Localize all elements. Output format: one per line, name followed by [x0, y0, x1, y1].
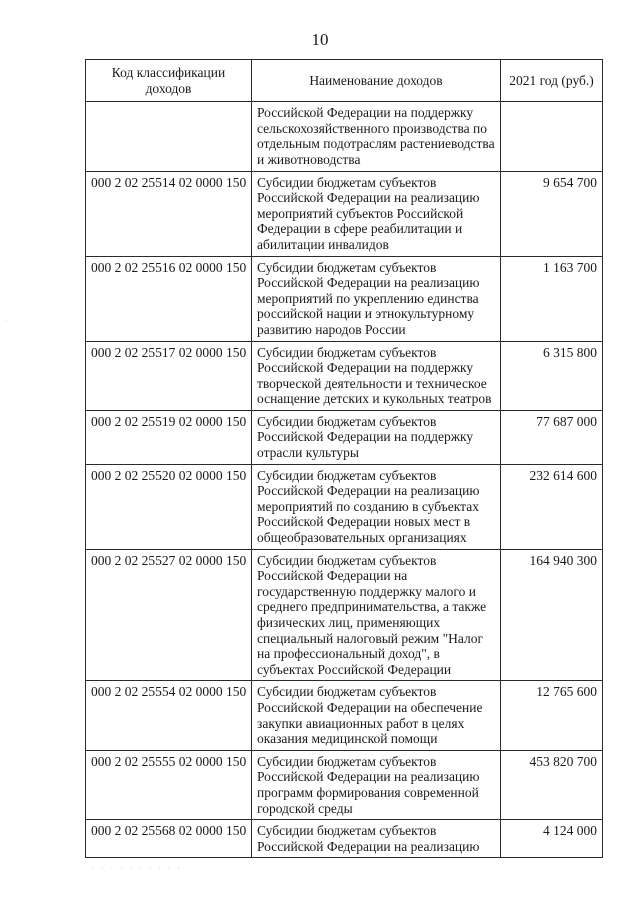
table-row [86, 750, 603, 819]
row-code: 000 2 02 25519 02 0000 150 [86, 410, 252, 464]
row-amount: 232 614 600 [501, 464, 603, 549]
page-number: 10 [311, 30, 329, 49]
row-code: 000 2 02 25520 02 0000 150 [86, 464, 252, 549]
row-amount: 4 124 000 [501, 820, 603, 858]
row-amount: 164 940 300 [501, 549, 603, 681]
table-row [86, 410, 603, 464]
row-name: Субсидии бюджетам субъектов Российской Федерации на государственную поддержку малого и среднего предпринимательства, а также физических лиц, применяющих специальный налоговый режим "Налог на профессиональный доход", в субъектах Российской Федерации [252, 549, 501, 681]
row-name: Субсидии бюджетам субъектов Российской Федерации на реализацию мероприятий по созданию в субъектах Российской Федерации новых мест в общеобразовательных организациях [252, 464, 501, 549]
row-code: 000 2 02 25514 02 0000 150 [86, 171, 252, 256]
row-name: Субсидии бюджетам субъектов Российской Федерации на поддержку отрасли культуры [252, 410, 501, 464]
table-row [86, 341, 603, 410]
table-row [86, 102, 603, 171]
row-name: Субсидии бюджетам субъектов Российской Федерации на реализацию [252, 820, 501, 858]
row-name: Субсидии бюджетам субъектов Российской Федерации на поддержку творческой деятельности и техническое оснащение детских и кукольных театров [252, 341, 501, 410]
row-amount: 453 820 700 [501, 750, 603, 819]
table-row [86, 681, 603, 750]
row-code: 000 2 02 25516 02 0000 150 [86, 256, 252, 341]
row-amount [501, 102, 603, 171]
row-amount: 1 163 700 [501, 256, 603, 341]
row-code: 000 2 02 25517 02 0000 150 [86, 341, 252, 410]
row-name: Субсидии бюджетам субъектов Российской Федерации на реализацию программ формирования современной городской среды [252, 750, 501, 819]
row-name: Субсидии бюджетам субъектов Российской Федерации на обеспечение закупки авиационных работ в целях оказания медицинской помощи [252, 681, 501, 750]
row-amount: 77 687 000 [501, 410, 603, 464]
row-amount: 9 654 700 [501, 171, 603, 256]
row-name: Российской Федерации на поддержку сельскохозяйственного производства по отдельным подотраслям растениеводства и животноводства [252, 102, 501, 171]
header-code: Код классификации доходов [86, 60, 252, 102]
table-row [86, 256, 603, 341]
header-name: Наименование доходов [252, 60, 501, 102]
scan-specks: · · · · · · · · · · [92, 866, 183, 872]
row-code: 000 2 02 25554 02 0000 150 [86, 681, 252, 750]
header-amount: 2021 год (руб.) [501, 60, 603, 102]
table-row [86, 820, 603, 858]
table-row [86, 549, 603, 681]
row-name: Субсидии бюджетам субъектов Российской Федерации на реализацию мероприятий по укреплению единства российской нации и этнокультурному развитию народов России [252, 256, 501, 341]
row-code: 000 2 02 25555 02 0000 150 [86, 750, 252, 819]
row-amount: 6 315 800 [501, 341, 603, 410]
row-code [86, 102, 252, 171]
table-row [86, 171, 603, 256]
scan-speck: · [6, 318, 8, 324]
table-row [86, 464, 603, 549]
row-amount: 12 765 600 [501, 681, 603, 750]
table-header-row [86, 60, 603, 102]
row-code: 000 2 02 25568 02 0000 150 [86, 820, 252, 858]
row-name: Субсидии бюджетам субъектов Российской Федерации на реализацию мероприятий субъектов Российской Федерации в сфере реабилитации и абилитации инвалидов [252, 171, 501, 256]
row-code: 000 2 02 25527 02 0000 150 [86, 549, 252, 681]
income-table [85, 59, 603, 858]
